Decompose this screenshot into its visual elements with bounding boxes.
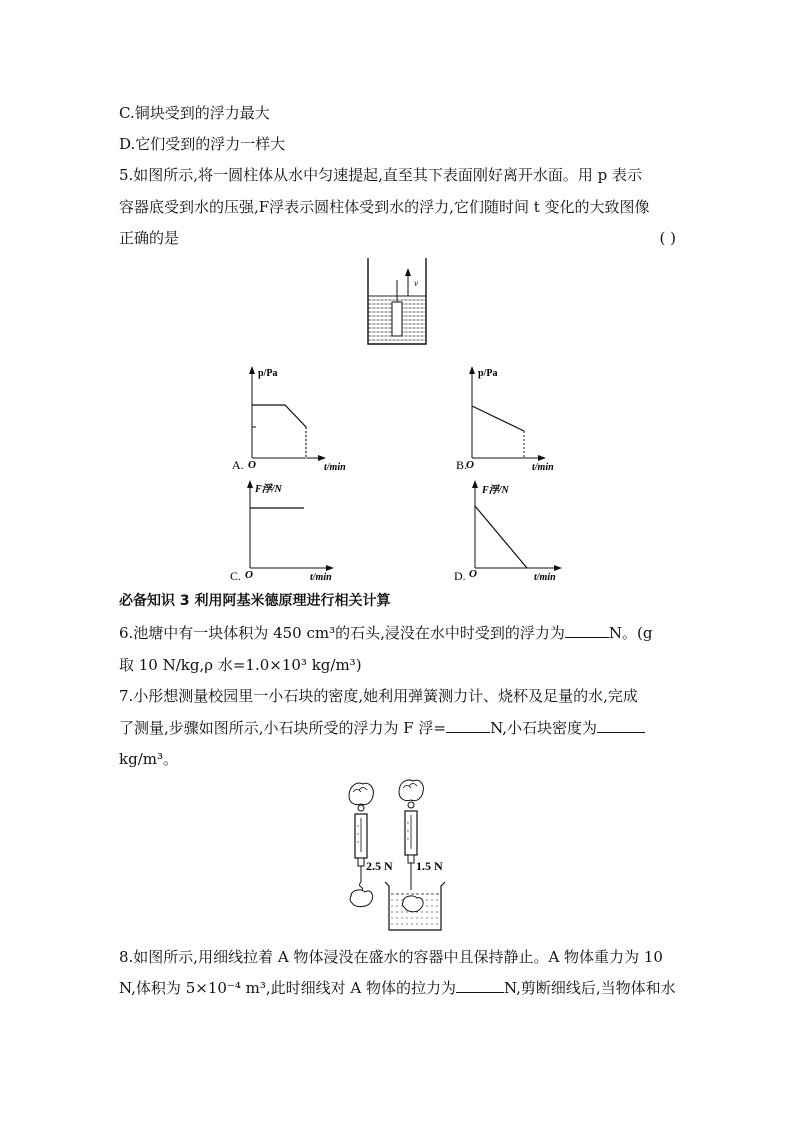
q6-text-after: N。(g: [608, 624, 653, 642]
q7-line-1: 7.小彤想测量校园里一小石块的密度,她利用弹簧测力计、烧杯及足量的水,完成: [119, 687, 638, 705]
q8-line-2: [119, 978, 676, 998]
graph-b: [456, 362, 592, 474]
y-arrow-icon: [469, 366, 475, 374]
origin-label: O: [469, 568, 477, 580]
x-arrow-icon: [554, 565, 562, 571]
graph-line: [252, 405, 306, 458]
stone-icon: [350, 890, 373, 907]
option-label: D.: [454, 569, 466, 583]
graph-line: [472, 406, 524, 431]
y-axis-label: F浮/N: [255, 484, 282, 495]
arrow-head-icon: [405, 268, 411, 276]
q6-line-1: [119, 623, 676, 643]
right-hand-icon: [399, 780, 423, 801]
origin-label: O: [466, 459, 474, 471]
q8-text-after: N,剪断细线后,当物体和水: [503, 979, 676, 997]
x-arrow-icon: [538, 455, 546, 461]
reading-right: 1.5 N: [416, 859, 443, 873]
q8-answer-blank[interactable]: [456, 978, 504, 993]
y-arrow-icon: [247, 480, 253, 488]
y-axis-label: F浮/N: [482, 485, 509, 496]
cylinder: [392, 302, 402, 336]
q7-line-3: kg/m³。: [119, 750, 178, 768]
q6-line-2: 取 10 N/kg,ρ 水=1.0×10³ kg/m³): [119, 656, 362, 674]
q5-line-1: 5.如图所示,将一圆柱体从水中匀速提起,直至其下表面刚好离开水面。用 p 表示: [119, 166, 642, 184]
x-axis-label: t/min: [310, 572, 332, 583]
reading-left: 2.5 N: [366, 859, 393, 873]
x-axis-label: t/min: [324, 462, 346, 473]
q4-option-c: C.铜块受到的浮力最大: [119, 104, 270, 122]
answer-parentheses: ( ): [659, 229, 676, 247]
q7-text-before: 了测量,步骤如图所示,小石块所受的浮力为 F 浮=: [119, 719, 447, 737]
q8-text-before: N,体积为 5×10⁻⁴ m³,此时细线对 A 物体的拉力为: [119, 979, 456, 997]
q7-buoyancy-blank[interactable]: [446, 718, 490, 733]
velocity-label: v: [414, 278, 418, 288]
x-arrow-icon: [318, 455, 326, 461]
q5-line-2: 容器底受到水的压强,F浮表示圆柱体受到水的浮力,它们随时间 t 变化的大致图像: [119, 198, 650, 216]
q7-text-mid: N,小石块密度为: [490, 719, 597, 737]
y-arrow-icon: [472, 480, 478, 488]
q7-line-2: [119, 718, 676, 738]
graph-d: [452, 476, 588, 586]
spring-balance-figure: [335, 778, 463, 936]
y-axis-label: p/Pa: [258, 368, 278, 379]
y-arrow-icon: [249, 366, 255, 374]
section-heading: 必备知识 3 利用阿基米德原理进行相关计算: [119, 593, 391, 609]
q6-text-before: 6.池塘中有一块体积为 450 cm³的石头,浸没在水中时受到的浮力为: [119, 624, 565, 642]
left-hand-icon: [349, 783, 373, 805]
q8-line-1: 8.如图所示,用细线拉着 A 物体浸没在盛水的容器中且保持静止。A 物体重力为 10: [119, 948, 663, 966]
submerged-stone-icon: [402, 896, 423, 912]
q4-option-d: D.它们受到的浮力一样大: [119, 135, 286, 153]
graph-a: [228, 362, 364, 474]
option-label: A.: [232, 458, 244, 472]
option-label: C.: [230, 569, 242, 583]
x-axis-label: t/min: [532, 462, 554, 473]
graph-line: [475, 506, 527, 568]
q5-line-3: [119, 228, 676, 248]
y-axis-label: p/Pa: [478, 368, 498, 379]
graph-c: [228, 476, 364, 586]
x-arrow-icon: [326, 565, 334, 571]
q7-density-blank[interactable]: [597, 718, 645, 733]
q6-answer-blank[interactable]: [565, 623, 609, 638]
container-figure: [362, 258, 434, 348]
origin-label: O: [248, 459, 256, 471]
q5-line-3-text: 正确的是: [119, 229, 180, 247]
x-axis-label: t/min: [534, 572, 556, 583]
origin-label: O: [245, 569, 253, 581]
option-label: B.: [456, 458, 468, 472]
